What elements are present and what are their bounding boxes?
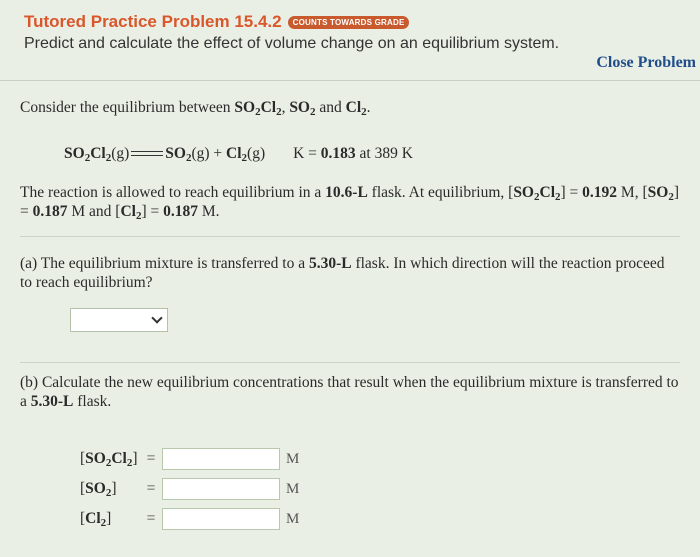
answer-label: $[SO_2]$: [80, 480, 117, 499]
part-a-question: (a) The equilibrium mixture is transferred to a 5.30-L flask. In which direction will the reaction proceed to reach equilibrium?: [20, 255, 665, 291]
so2cl2-input[interactable]: [162, 448, 280, 470]
so2-input[interactable]: [162, 478, 280, 500]
unit-label: M: [286, 480, 300, 497]
intro-text: Consider the equilibrium between $SO_2Cl_2$, $SO_2$ and $Cl_2$.: [20, 99, 371, 118]
problem-header: [24, 12, 559, 53]
unit-label: M: [286, 510, 300, 527]
close-problem-link[interactable]: Close Problem: [596, 54, 696, 71]
answer-row-so2: $[SO_2]$ = M: [80, 480, 300, 499]
k-value: K = 0.183 at 389 K: [293, 145, 413, 162]
statement-text: The reaction is allowed to reach equilibrium in a 10.6-L flask. At equilibrium, $[SO_2Cl_2] = 0.192$ M, $[SO_2] = 0.187$ M and $[Cl_2] = 0.187$ M.: [20, 184, 679, 222]
answer-label: $[SO_2Cl_2]$: [80, 450, 138, 469]
chevron-down-icon: [151, 312, 162, 323]
part-b-question: (b) Calculate the new equilibrium concentrations that result when the equilibrium mixture is transferred to a 5.30-L flask.: [20, 374, 679, 410]
header-divider: [0, 80, 700, 81]
problem-title: Tutored Practice Problem 15.4.2: [24, 12, 282, 31]
problem-subtitle: Predict and calculate the effect of volume change on an equilibrium system.: [24, 35, 560, 52]
unit-label: M: [286, 450, 300, 467]
answer-row-cl2: $[Cl_2]$ = M: [80, 510, 300, 529]
cl2-input[interactable]: [162, 508, 280, 530]
answer-row-so2cl2: $[SO_2Cl_2]$ = M: [80, 450, 300, 469]
grade-badge: COUNTS TOWARDS GRADE: [288, 16, 410, 29]
section-divider: [20, 236, 680, 237]
section-divider: [20, 362, 680, 363]
answer-label: $[Cl_2]$: [80, 510, 112, 529]
direction-dropdown[interactable]: [70, 308, 168, 332]
equilibrium-arrow-icon: [131, 149, 163, 159]
equilibrium-equation: $SO_2Cl_2(g)$ $SO_2(g) + Cl_2(g)$ K = 0.183 at 389 K: [64, 145, 413, 164]
